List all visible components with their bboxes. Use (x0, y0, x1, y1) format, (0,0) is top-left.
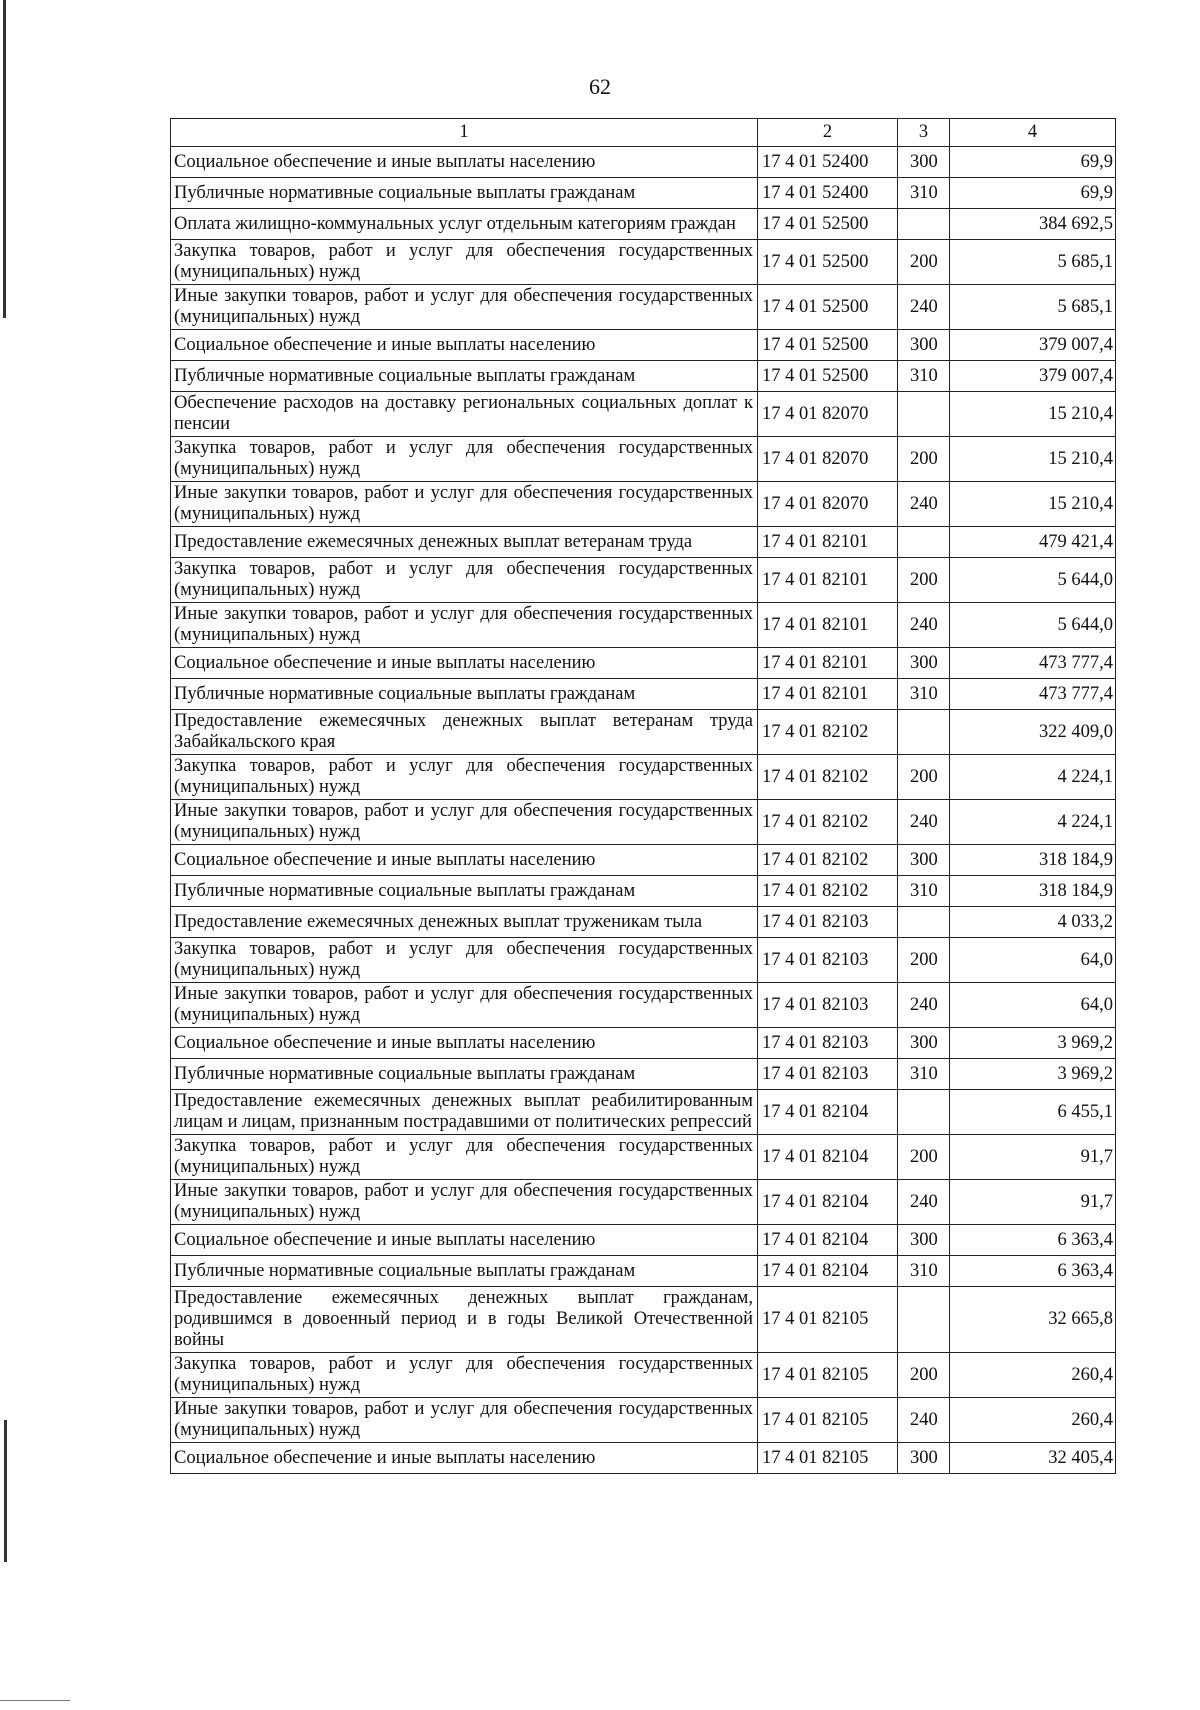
row-amount-cell: 15 210,4 (950, 482, 1116, 527)
row-code-cell: 17 4 01 82103 (758, 1028, 898, 1059)
row-code-cell: 17 4 01 82103 (758, 1059, 898, 1090)
page-number: 62 (589, 74, 611, 99)
row-code-cell: 17 4 01 82102 (758, 710, 898, 755)
table-row (171, 1443, 1116, 1474)
row-type-cell: 200 (898, 938, 950, 983)
row-code-cell: 17 4 01 82105 (758, 1353, 898, 1398)
table-row (171, 1028, 1116, 1059)
row-type-cell: 310 (898, 1256, 950, 1287)
row-code-cell: 17 4 01 52400 (758, 147, 898, 178)
row-code-cell: 17 4 01 82101 (758, 558, 898, 603)
row-code-cell: 17 4 01 82070 (758, 437, 898, 482)
row-type-cell: 300 (898, 648, 950, 679)
row-code-cell: 17 4 01 52500 (758, 240, 898, 285)
row-code-cell: 17 4 01 82104 (758, 1135, 898, 1180)
table-row (171, 392, 1116, 437)
table-row (171, 603, 1116, 648)
table-row (171, 1353, 1116, 1398)
row-name-cell: Закупка товаров, работ и услуг для обеспечения государственных (муниципальных) нужд (171, 240, 758, 285)
row-type-cell: 240 (898, 983, 950, 1028)
row-code-cell: 17 4 01 82104 (758, 1256, 898, 1287)
column-header-2: 2 (758, 119, 898, 147)
row-name-cell: Иные закупки товаров, работ и услуг для обеспечения государственных (муниципальных) нужд (171, 603, 758, 648)
row-type-cell: 310 (898, 679, 950, 710)
table-row (171, 1135, 1116, 1180)
row-amount-cell: 69,9 (950, 147, 1116, 178)
row-code-cell: 17 4 01 82102 (758, 845, 898, 876)
row-type-cell: 200 (898, 240, 950, 285)
table-row (171, 209, 1116, 240)
row-name-cell: Публичные нормативные социальные выплаты гражданам (171, 1256, 758, 1287)
row-code-cell: 17 4 01 82101 (758, 527, 898, 558)
table-row (171, 527, 1116, 558)
row-name-cell: Обеспечение расходов на доставку региональных социальных доплат к пенсии (171, 392, 758, 437)
row-type-cell: 240 (898, 1398, 950, 1443)
table-row (171, 938, 1116, 983)
row-amount-cell: 322 409,0 (950, 710, 1116, 755)
row-amount-cell: 4 224,1 (950, 800, 1116, 845)
row-type-cell: 240 (898, 285, 950, 330)
row-type-cell: 300 (898, 147, 950, 178)
row-code-cell: 17 4 01 82103 (758, 983, 898, 1028)
row-name-cell: Иные закупки товаров, работ и услуг для обеспечения государственных (муниципальных) нужд (171, 285, 758, 330)
row-type-cell: 240 (898, 603, 950, 648)
row-code-cell: 17 4 01 82103 (758, 938, 898, 983)
row-name-cell: Социальное обеспечение и иные выплаты населению (171, 1225, 758, 1256)
row-amount-cell: 384 692,5 (950, 209, 1116, 240)
row-type-cell: 240 (898, 1180, 950, 1225)
row-code-cell: 17 4 01 82101 (758, 679, 898, 710)
row-type-cell: 310 (898, 178, 950, 209)
table-row (171, 1256, 1116, 1287)
row-code-cell: 17 4 01 82105 (758, 1398, 898, 1443)
table-header (171, 119, 1116, 147)
row-type-cell: 300 (898, 330, 950, 361)
row-name-cell: Публичные нормативные социальные выплаты гражданам (171, 1059, 758, 1090)
table-row (171, 710, 1116, 755)
scan-footer-line (0, 1700, 70, 1701)
row-amount-cell: 6 455,1 (950, 1090, 1116, 1135)
row-type-cell: 200 (898, 437, 950, 482)
scan-edge-mark-top (3, 0, 6, 318)
row-type-cell: 240 (898, 800, 950, 845)
table-row (171, 679, 1116, 710)
table-row (171, 482, 1116, 527)
table-row (171, 147, 1116, 178)
row-code-cell: 17 4 01 82105 (758, 1287, 898, 1353)
row-name-cell: Закупка товаров, работ и услуг для обеспечения государственных (муниципальных) нужд (171, 437, 758, 482)
row-name-cell: Закупка товаров, работ и услуг для обеспечения государственных (муниципальных) нужд (171, 938, 758, 983)
row-amount-cell: 473 777,4 (950, 679, 1116, 710)
row-amount-cell: 318 184,9 (950, 876, 1116, 907)
row-type-cell: 240 (898, 482, 950, 527)
column-header-4: 4 (950, 119, 1116, 147)
row-type-cell: 300 (898, 845, 950, 876)
table-row (171, 1059, 1116, 1090)
row-amount-cell: 69,9 (950, 178, 1116, 209)
table-row (171, 755, 1116, 800)
row-amount-cell: 5 644,0 (950, 603, 1116, 648)
row-code-cell: 17 4 01 82104 (758, 1225, 898, 1256)
row-type-cell: 200 (898, 1353, 950, 1398)
row-amount-cell: 32 665,8 (950, 1287, 1116, 1353)
row-type-cell: 310 (898, 361, 950, 392)
column-header-1: 1 (171, 119, 758, 147)
table-row (171, 845, 1116, 876)
row-code-cell: 17 4 01 82104 (758, 1090, 898, 1135)
row-code-cell: 17 4 01 82102 (758, 755, 898, 800)
table-row (171, 1090, 1116, 1135)
row-name-cell: Публичные нормативные социальные выплаты гражданам (171, 178, 758, 209)
row-amount-cell: 3 969,2 (950, 1059, 1116, 1090)
row-amount-cell: 3 969,2 (950, 1028, 1116, 1059)
row-name-cell: Закупка товаров, работ и услуг для обеспечения государственных (муниципальных) нужд (171, 755, 758, 800)
row-amount-cell: 64,0 (950, 983, 1116, 1028)
scan-edge-mark-bottom (4, 1420, 7, 1562)
row-type-cell: 200 (898, 558, 950, 603)
row-amount-cell: 64,0 (950, 938, 1116, 983)
row-name-cell: Иные закупки товаров, работ и услуг для обеспечения государственных (муниципальных) нужд (171, 1398, 758, 1443)
row-name-cell: Предоставление ежемесячных денежных выплат реабилитированным лицам и лицам, признанным пострадавшими от политических репрессий (171, 1090, 758, 1135)
table-row (171, 800, 1116, 845)
row-code-cell: 17 4 01 82101 (758, 603, 898, 648)
row-amount-cell: 379 007,4 (950, 361, 1116, 392)
row-name-cell: Предоставление ежемесячных денежных выплат гражданам, родившимся в довоенный период и в годы Великой Отечественной войны (171, 1287, 758, 1353)
row-code-cell: 17 4 01 52500 (758, 209, 898, 240)
row-type-cell: 300 (898, 1225, 950, 1256)
table-row (171, 437, 1116, 482)
column-header-3: 3 (898, 119, 950, 147)
row-name-cell: Закупка товаров, работ и услуг для обеспечения государственных (муниципальных) нужд (171, 558, 758, 603)
table-row (171, 907, 1116, 938)
table-row (171, 876, 1116, 907)
row-name-cell: Иные закупки товаров, работ и услуг для обеспечения государственных (муниципальных) нужд (171, 800, 758, 845)
row-amount-cell: 479 421,4 (950, 527, 1116, 558)
row-name-cell: Предоставление ежемесячных денежных выплат труженикам тыла (171, 907, 758, 938)
row-code-cell: 17 4 01 52500 (758, 330, 898, 361)
row-type-cell (898, 209, 950, 240)
row-code-cell: 17 4 01 82070 (758, 482, 898, 527)
row-type-cell (898, 392, 950, 437)
row-name-cell: Публичные нормативные социальные выплаты гражданам (171, 876, 758, 907)
row-code-cell: 17 4 01 82102 (758, 876, 898, 907)
row-amount-cell: 260,4 (950, 1398, 1116, 1443)
table-row (171, 330, 1116, 361)
table-row (171, 983, 1116, 1028)
table-row (171, 1180, 1116, 1225)
table-row (171, 240, 1116, 285)
row-type-cell (898, 907, 950, 938)
row-amount-cell: 15 210,4 (950, 437, 1116, 482)
row-name-cell: Социальное обеспечение и иные выплаты населению (171, 1443, 758, 1474)
budget-table (170, 118, 1116, 1474)
row-name-cell: Иные закупки товаров, работ и услуг для обеспечения государственных (муниципальных) нужд (171, 1180, 758, 1225)
table-row (171, 285, 1116, 330)
row-amount-cell: 4 224,1 (950, 755, 1116, 800)
row-name-cell: Социальное обеспечение и иные выплаты населению (171, 845, 758, 876)
row-code-cell: 17 4 01 82102 (758, 800, 898, 845)
row-type-cell: 300 (898, 1443, 950, 1474)
row-name-cell: Иные закупки товаров, работ и услуг для обеспечения государственных (муниципальных) нужд (171, 983, 758, 1028)
row-amount-cell: 6 363,4 (950, 1225, 1116, 1256)
row-name-cell: Социальное обеспечение и иные выплаты населению (171, 1028, 758, 1059)
header-row (171, 119, 1116, 147)
row-amount-cell: 5 644,0 (950, 558, 1116, 603)
table-row (171, 558, 1116, 603)
row-type-cell: 200 (898, 1135, 950, 1180)
row-type-cell (898, 527, 950, 558)
row-amount-cell: 5 685,1 (950, 240, 1116, 285)
table-row (171, 1398, 1116, 1443)
row-amount-cell: 15 210,4 (950, 392, 1116, 437)
row-name-cell: Оплата жилищно-коммунальных услуг отдельным категориям граждан (171, 209, 758, 240)
row-code-cell: 17 4 01 82105 (758, 1443, 898, 1474)
row-name-cell: Социальное обеспечение и иные выплаты населению (171, 330, 758, 361)
row-amount-cell: 379 007,4 (950, 330, 1116, 361)
row-name-cell: Закупка товаров, работ и услуг для обеспечения государственных (муниципальных) нужд (171, 1353, 758, 1398)
row-type-cell: 300 (898, 1028, 950, 1059)
row-amount-cell: 260,4 (950, 1353, 1116, 1398)
row-name-cell: Социальное обеспечение и иные выплаты населению (171, 648, 758, 679)
row-amount-cell: 4 033,2 (950, 907, 1116, 938)
row-name-cell: Предоставление ежемесячных денежных выплат ветеранам труда Забайкальского края (171, 710, 758, 755)
row-amount-cell: 91,7 (950, 1180, 1116, 1225)
row-code-cell: 17 4 01 82101 (758, 648, 898, 679)
row-code-cell: 17 4 01 82104 (758, 1180, 898, 1225)
row-type-cell: 200 (898, 755, 950, 800)
row-amount-cell: 318 184,9 (950, 845, 1116, 876)
row-amount-cell: 91,7 (950, 1135, 1116, 1180)
row-name-cell: Закупка товаров, работ и услуг для обеспечения государственных (муниципальных) нужд (171, 1135, 758, 1180)
row-code-cell: 17 4 01 82070 (758, 392, 898, 437)
row-code-cell: 17 4 01 52500 (758, 285, 898, 330)
row-name-cell: Предоставление ежемесячных денежных выплат ветеранам труда (171, 527, 758, 558)
row-name-cell: Социальное обеспечение и иные выплаты населению (171, 147, 758, 178)
row-type-cell: 310 (898, 1059, 950, 1090)
row-name-cell: Публичные нормативные социальные выплаты гражданам (171, 679, 758, 710)
row-amount-cell: 5 685,1 (950, 285, 1116, 330)
row-amount-cell: 6 363,4 (950, 1256, 1116, 1287)
row-name-cell: Иные закупки товаров, работ и услуг для обеспечения государственных (муниципальных) нужд (171, 482, 758, 527)
table-row (171, 1287, 1116, 1353)
row-type-cell (898, 1287, 950, 1353)
row-type-cell (898, 1090, 950, 1135)
table-row (171, 178, 1116, 209)
table-body (171, 147, 1116, 1474)
table-row (171, 648, 1116, 679)
row-code-cell: 17 4 01 52500 (758, 361, 898, 392)
row-code-cell: 17 4 01 82103 (758, 907, 898, 938)
table-row (171, 361, 1116, 392)
row-type-cell: 310 (898, 876, 950, 907)
row-name-cell: Публичные нормативные социальные выплаты гражданам (171, 361, 758, 392)
row-type-cell (898, 710, 950, 755)
row-amount-cell: 473 777,4 (950, 648, 1116, 679)
row-amount-cell: 32 405,4 (950, 1443, 1116, 1474)
table-row (171, 1225, 1116, 1256)
row-code-cell: 17 4 01 52400 (758, 178, 898, 209)
